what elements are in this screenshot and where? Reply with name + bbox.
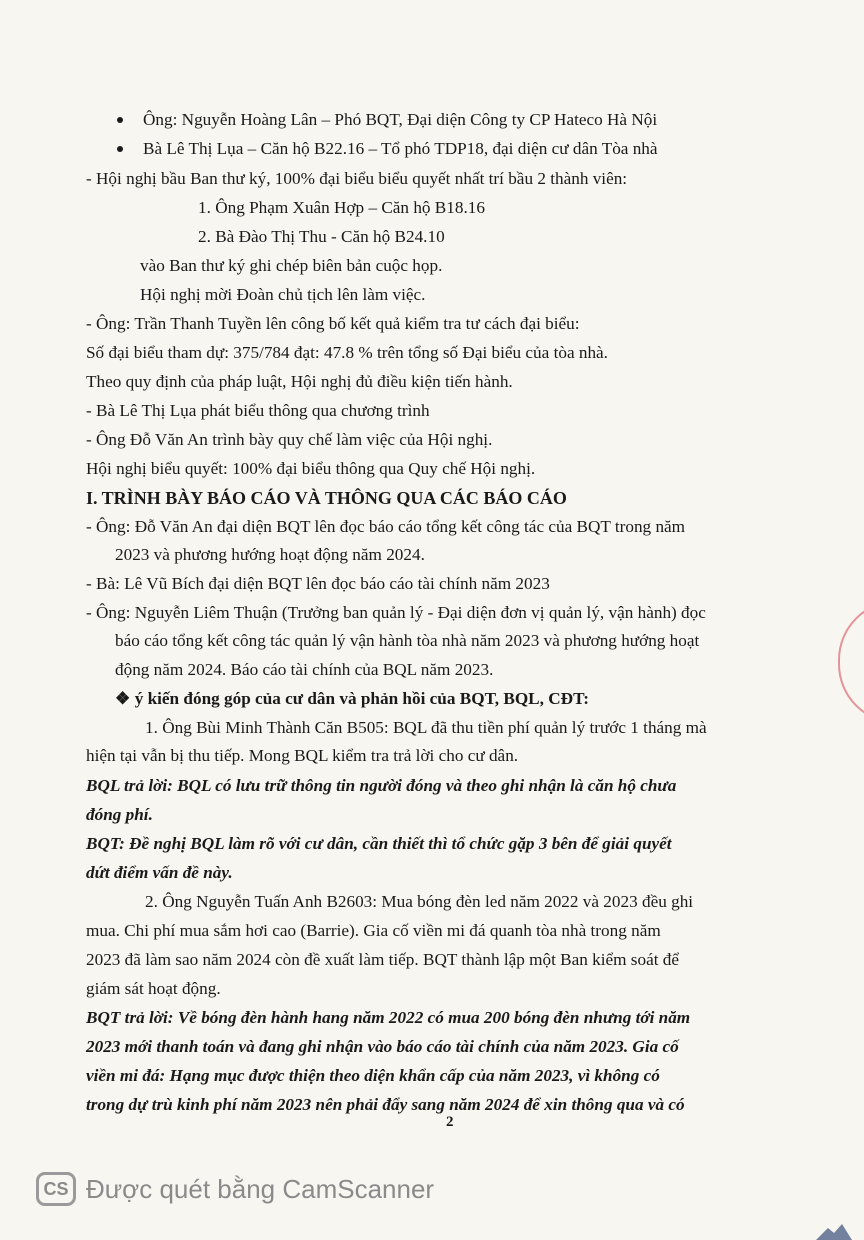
text-line: 2023 mới thanh toán và đang ghi nhận vào báo cáo tài chính của năm 2023. Gia cố [86,1037,679,1056]
text-line: - Bà Lê Thị Lụa phát biểu thông qua chương trình [86,401,430,420]
text-line: đóng phí. [86,805,153,824]
bullet-icon [117,146,123,152]
text-line: Số đại biểu tham dự: 375/784 đạt: 47.8 % trên tổng số Đại biểu của tòa nhà. [86,343,608,362]
text-line: trong dự trù kinh phí năm 2023 nên phải đẩy sang năm 2024 để xin thông qua và có [86,1095,685,1114]
mountain-icon [816,1222,852,1240]
text-line: - Bà: Lê Vũ Bích đại diện BQT lên đọc báo cáo tài chính năm 2023 [86,574,550,593]
text-line: 2023 đã làm sao năm 2024 còn đề xuất làm tiếp. BQT thành lập một Ban kiểm soát để [86,950,680,969]
text-line: - Hội nghị bầu Ban thư ký, 100% đại biểu biểu quyết nhất trí bầu 2 thành viên: [86,169,628,188]
text-line: BQT trả lời: Về bóng đèn hành hang năm 2022 có mua 200 bóng đèn nhưng tới năm [86,1008,691,1027]
text-line: - Ông Đỗ Văn An trình bày quy chế làm việc của Hội nghị. [86,430,493,449]
text-line: 2. Ông Nguyễn Tuấn Anh B2603: Mua bóng đèn led năm 2022 và 2023 đều ghi [145,892,694,911]
text-line: dứt điểm vấn đề này. [86,863,233,882]
camscanner-watermark [36,1172,434,1206]
text-line: Theo quy định của pháp luật, Hội nghị đủ điều kiện tiến hành. [86,372,513,391]
text-line: giám sát hoạt động. [86,979,221,998]
text-line: Hội nghị biểu quyết: 100% đại biểu thông qua Quy chế Hội nghị. [86,459,536,478]
text-line: Bà Lê Thị Lụa – Căn hộ B22.16 – Tổ phó TDP18, đại diện cư dân Tòa nhà [143,139,658,158]
text-line: - Ông: Trần Thanh Tuyền lên công bố kết quả kiểm tra tư cách đại biểu: [86,314,580,333]
text-line: mua. Chi phí mua sắm hơi cao (Barrie). Gia cố viền mi đá quanh tòa nhà trong năm [86,921,661,940]
text-line: 1. Ông Phạm Xuân Hợp – Căn hộ B18.16 [198,198,485,217]
text-line: báo cáo tổng kết công tác quản lý vận hành tòa nhà năm 2023 và phương hướng hoạt [115,631,700,650]
text-line: 2. Bà Đào Thị Thu - Căn hộ B24.10 [198,227,445,246]
text-line: Ông: Nguyễn Hoàng Lân – Phó BQT, Đại diện Công ty CP Hateco Hà Nội [143,110,658,129]
camscanner-logo-icon: CS [36,1172,76,1206]
text-line: 1. Ông Bùi Minh Thành Căn B505: BQL đã thu tiền phí quản lý trước 1 tháng mà [145,718,707,737]
camscanner-watermark-text: Được quét bằng CamScanner [86,1173,435,1204]
text-line: vào Ban thư ký ghi chép biên bản cuộc họp. [140,256,443,275]
text-line: động năm 2024. Báo cáo tài chính của BQL năm 2023. [115,660,494,679]
page-number: 2 [446,1114,454,1130]
red-stamp-seal [838,600,864,724]
section-heading: I. TRÌNH BÀY BÁO CÁO VÀ THÔNG QUA CÁC BÁO CÁO [86,488,567,508]
text-line: - Ông: Nguyễn Liêm Thuận (Trưởng ban quản lý - Đại diện đơn vị quản lý, vận hành) đọc [86,603,706,622]
text-line: - Ông: Đỗ Văn An đại diện BQT lên đọc báo cáo tổng kết công tác của BQT trong năm [86,517,686,536]
bullet-icon [117,117,123,123]
text-line: BQL trả lời: BQL có lưu trữ thông tin người đóng và theo ghi nhận là căn hộ chưa [86,776,677,795]
text-line: ❖ ý kiến đóng góp của cư dân và phản hồi của BQT, BQL, CĐT: [115,689,589,708]
text-line: Hội nghị mời Đoàn chủ tịch lên làm việc. [140,285,426,304]
text-line: hiện tại vẫn bị thu tiếp. Mong BQL kiểm tra trả lời cho cư dân. [86,746,519,765]
text-line: viền mi đá: Hạng mục được thiện theo diện khẩn cấp của năm 2023, vì không có [86,1066,660,1085]
text-line: 2023 và phương hướng hoạt động năm 2024. [115,545,425,564]
text-line: BQT: Đề nghị BQL làm rõ với cư dân, cần thiết thì tổ chức gặp 3 bên để giải quyết [86,834,672,853]
